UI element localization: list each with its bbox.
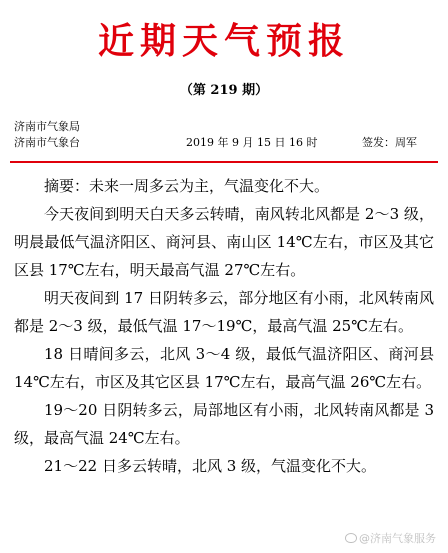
document-title: 近期天气预报 [97,21,350,62]
issue-number: （第 219 期） [179,83,269,98]
forecast-paragraph: 明天夜间到 17 日阴转多云，部分地区有小雨，北风转南风都是 2～3 级，最低气温 17～19℃，最高气温 25℃左右。 [14,289,434,335]
forecast-body [14,172,434,480]
signer: 签发：周军 [362,136,417,149]
issuing-bureau: 济南市气象局 [14,120,80,133]
forecast-paragraph: 21～22 日多云转晴，北风 3 级，气温变化不大。 [44,457,377,475]
forecast-paragraph: 今天夜间到明天白天多云转晴，南风转北风都是 2～3 级，明晨最低气温济阳区、商河县、南山区 14℃左右，市区及其它区县 17℃左右，明天最高气温 27℃左右。 [14,205,434,279]
forecast-paragraph: 19～20 日阴转多云，局部地区有小雨，北风转南风都是 3 级，最高气温 24℃左右。 [14,401,434,447]
issuing-station: 济南市气象台 [14,136,80,149]
weibo-icon [345,533,357,543]
forecast-paragraph: 18 日晴间多云，北风 3～4 级，最低气温济阳区、商河县 14℃左右，市区及其它区县 17℃左右，最高气温 26℃左右。 [14,345,434,391]
summary-paragraph: 摘要：未来一周多云为主，气温变化不大。 [44,177,330,195]
header-divider [10,161,438,163]
watermark [345,530,436,546]
issue-date: 2019 年 9 月 15 日 16 时 [186,136,318,149]
watermark-text: @济南气象服务 [359,532,436,545]
